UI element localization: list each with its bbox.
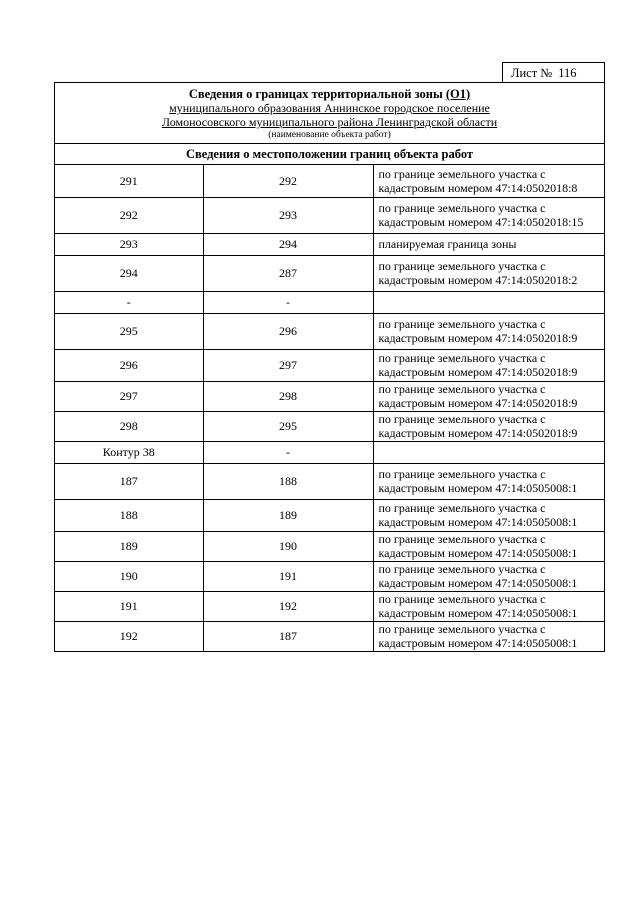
description-line-1: по границе земельного участка с	[378, 467, 546, 481]
description-line-1: по границе земельного участка с	[378, 622, 546, 637]
object-caption: (наименование объекта работ)	[268, 130, 391, 140]
description-line-2: кадастровым номером 47:14:0505008:1	[378, 606, 578, 620]
section-title: Сведения о местоположении границ объекта работ	[55, 144, 604, 165]
point-to-cell: 188	[203, 463, 373, 499]
table-row	[55, 499, 604, 531]
boundary-description-cell	[373, 233, 604, 255]
point-from-cell: 295	[55, 313, 203, 349]
point-from-cell: 296	[55, 349, 203, 381]
description-line-1: по границе земельного участка с	[378, 592, 546, 606]
table-row	[55, 165, 604, 197]
point-to-cell: -	[203, 291, 373, 313]
point-to-cell: 191	[203, 561, 373, 591]
description-line-1: по границе земельного участка с	[378, 166, 546, 181]
description-line-2: кадастровым номером 47:14:0505008:1	[378, 481, 578, 495]
description-line-2: кадастровым номером 47:14:0502018:8	[378, 180, 578, 195]
table-row	[55, 531, 604, 561]
point-from-cell: 291	[55, 165, 203, 197]
description-line-2: кадастровым номером 47:14:0502018:9	[378, 331, 578, 345]
document-header	[55, 83, 604, 144]
description-line-1: по границе земельного участка с	[378, 412, 546, 426]
point-from-cell: 298	[55, 411, 203, 441]
point-from-cell: 188	[55, 499, 203, 531]
description-line-2: кадастровым номером 47:14:0502018:9	[378, 426, 578, 440]
point-to-cell: 295	[203, 411, 373, 441]
point-to-cell: -	[203, 441, 373, 463]
point-to-cell: 294	[203, 233, 373, 255]
point-to-cell: 293	[203, 197, 373, 233]
point-from-cell: 297	[55, 381, 203, 411]
table-row	[55, 349, 604, 381]
description-line-1: по границе земельного участка с	[378, 317, 546, 331]
point-from-cell: 293	[55, 233, 203, 255]
description-line-1: по границе земельного участка с	[378, 382, 546, 396]
description-line-2: кадастровым номером 47:14:0505008:1	[378, 546, 578, 560]
point-to-cell: 190	[203, 531, 373, 561]
point-from-cell: -	[55, 291, 203, 313]
boundary-description-cell	[373, 197, 604, 233]
description-line-2: кадастровым номером 47:14:0502018:9	[378, 365, 578, 379]
document-title	[55, 87, 604, 101]
boundary-description-cell	[373, 441, 604, 463]
table-row	[55, 197, 604, 233]
boundary-description-cell	[373, 255, 604, 291]
point-to-cell: 297	[203, 349, 373, 381]
table-row	[55, 621, 604, 651]
title-prefix: Сведения о границах территориальной зоны	[188, 87, 443, 101]
sheet-label: Лист №	[511, 66, 553, 80]
description-line-2: кадастровым номером 47:14:0502018:15	[378, 215, 584, 229]
boundary-table-frame	[54, 82, 605, 652]
description-line-1: планируемая граница зоны	[378, 237, 517, 251]
point-from-cell: 190	[55, 561, 203, 591]
description-line-1: по границе земельного участка с	[378, 201, 546, 215]
description-line-1: по границе земельного участка с	[378, 501, 546, 515]
boundary-description-cell	[373, 499, 604, 531]
sheet-number: 116	[558, 66, 577, 80]
table-row	[55, 381, 604, 411]
boundary-description-cell	[373, 463, 604, 499]
point-to-cell: 287	[203, 255, 373, 291]
point-to-cell: 292	[203, 165, 373, 197]
description-line-2: кадастровым номером 47:14:0505008:1	[378, 636, 578, 651]
boundary-description-cell	[373, 621, 604, 651]
description-line-1: по границе земельного участка с	[378, 532, 546, 546]
boundary-description-cell	[373, 313, 604, 349]
boundary-description-cell	[373, 291, 604, 313]
point-from-cell: 191	[55, 591, 203, 621]
table-row	[55, 441, 604, 463]
description-line-2: кадастровым номером 47:14:0502018:2	[378, 273, 578, 287]
description-line-2: кадастровым номером 47:14:0502018:9	[378, 396, 578, 410]
boundary-description-cell	[373, 411, 604, 441]
table-row	[55, 313, 604, 349]
municipality-line: муниципального образования Аннинское городское поселение	[169, 101, 490, 115]
table-row	[55, 591, 604, 621]
boundary-description-cell	[373, 531, 604, 561]
boundary-description-cell	[373, 561, 604, 591]
table-row	[55, 561, 604, 591]
boundary-description-cell	[373, 349, 604, 381]
point-from-cell: 192	[55, 621, 203, 651]
point-to-cell: 189	[203, 499, 373, 531]
point-to-cell: 296	[203, 313, 373, 349]
point-from-cell: 187	[55, 463, 203, 499]
description-line-1: по границе земельного участка с	[378, 259, 546, 273]
point-from-cell: 292	[55, 197, 203, 233]
boundary-table	[55, 165, 604, 651]
description-line-1: по границе земельного участка с	[378, 562, 546, 576]
table-row	[55, 233, 604, 255]
point-from-cell: Контур 38	[55, 441, 203, 463]
description-line-1: по границе земельного участка с	[378, 351, 546, 365]
table-row	[55, 291, 604, 313]
point-to-cell: 192	[203, 591, 373, 621]
zone-code: (О1)	[445, 87, 471, 101]
point-to-cell: 187	[203, 621, 373, 651]
point-to-cell: 298	[203, 381, 373, 411]
description-line-2: кадастровым номером 47:14:0505008:1	[378, 515, 578, 529]
district-line: Ломоносовского муниципального района Ленинградской области	[161, 115, 498, 129]
boundary-description-cell	[373, 165, 604, 197]
point-from-cell: 189	[55, 531, 203, 561]
sheet-number-box	[502, 62, 605, 82]
table-row	[55, 411, 604, 441]
description-line-2: кадастровым номером 47:14:0505008:1	[378, 576, 578, 590]
table-row	[55, 463, 604, 499]
table-row	[55, 255, 604, 291]
boundary-description-cell	[373, 591, 604, 621]
point-from-cell: 294	[55, 255, 203, 291]
boundary-description-cell	[373, 381, 604, 411]
